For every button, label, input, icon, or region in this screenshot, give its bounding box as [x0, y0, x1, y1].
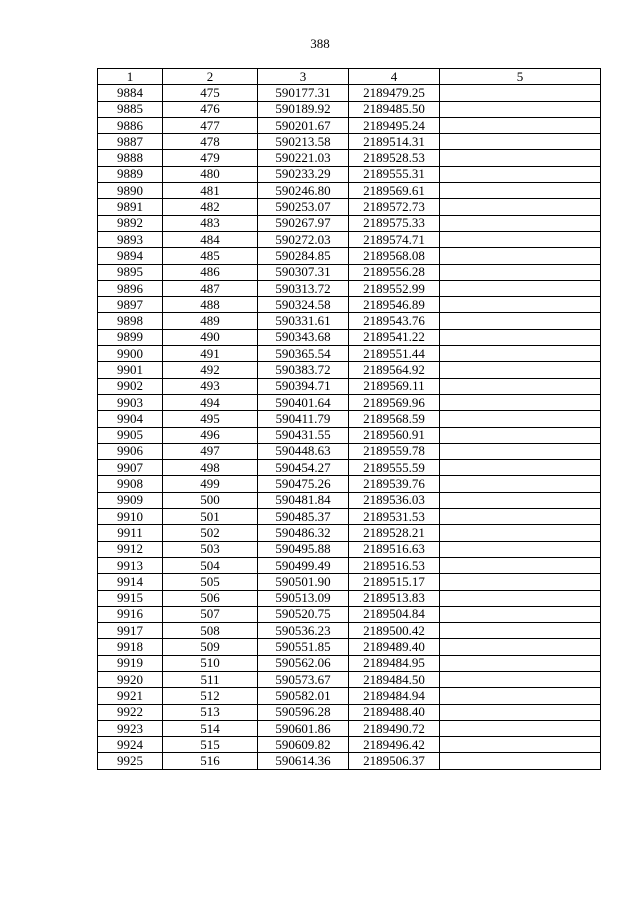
- table-row: [98, 248, 601, 264]
- table-cell-col-4: 2189556.28: [349, 264, 440, 280]
- coordinates-table: [97, 68, 601, 770]
- table-cell-col-3: 590573.67: [258, 671, 349, 687]
- table-cell-col-4: 2189479.25: [349, 85, 440, 101]
- table-cell-col-4: 2189572.73: [349, 199, 440, 215]
- table-cell-col-4: 2189516.53: [349, 557, 440, 573]
- table-cell-col-1: 9906: [98, 443, 163, 459]
- table-cell-col-5: [440, 525, 601, 541]
- table-cell-col-2: 487: [163, 280, 258, 296]
- table-cell-col-1: 9923: [98, 720, 163, 736]
- table-cell-col-3: 590513.09: [258, 590, 349, 606]
- table-cell-col-4: 2189569.11: [349, 378, 440, 394]
- table-row: [98, 427, 601, 443]
- table-cell-col-2: 506: [163, 590, 258, 606]
- table-cell-col-2: 503: [163, 541, 258, 557]
- table-cell-col-3: 590331.61: [258, 313, 349, 329]
- table-cell-col-1: 9885: [98, 101, 163, 117]
- table-cell-col-1: 9891: [98, 199, 163, 215]
- table-cell-col-3: 590454.27: [258, 460, 349, 476]
- table-cell-col-1: 9903: [98, 394, 163, 410]
- table-cell-col-3: 590324.58: [258, 297, 349, 313]
- table-cell-col-4: 2189528.21: [349, 525, 440, 541]
- table-cell-col-2: 476: [163, 101, 258, 117]
- table-cell-col-4: 2189485.50: [349, 101, 440, 117]
- table-cell-col-5: [440, 509, 601, 525]
- table-cell-col-5: [440, 215, 601, 231]
- table-cell-col-2: 511: [163, 671, 258, 687]
- table-cell-col-1: 9887: [98, 134, 163, 150]
- table-cell-col-4: 2189495.24: [349, 117, 440, 133]
- table-cell-col-5: [440, 541, 601, 557]
- table-cell-col-5: [440, 134, 601, 150]
- table-cell-col-5: [440, 280, 601, 296]
- page-number: 388: [310, 36, 330, 51]
- table-cell-col-4: 2189574.71: [349, 231, 440, 247]
- table-cell-col-1: 9907: [98, 460, 163, 476]
- table-cell-col-2: 490: [163, 329, 258, 345]
- table-cell-col-5: [440, 248, 601, 264]
- table-cell-col-1: 9896: [98, 280, 163, 296]
- table-cell-col-5: [440, 443, 601, 459]
- table-cell-col-1: 9898: [98, 313, 163, 329]
- table-row: [98, 411, 601, 427]
- table-cell-col-1: 9915: [98, 590, 163, 606]
- table-row: [98, 688, 601, 704]
- column-header-2: 2: [163, 69, 258, 85]
- table-cell-col-4: 2189575.33: [349, 215, 440, 231]
- table-cell-col-2: 502: [163, 525, 258, 541]
- table-cell-col-3: 590177.31: [258, 85, 349, 101]
- table-cell-col-1: 9886: [98, 117, 163, 133]
- table-row: [98, 166, 601, 182]
- table-cell-col-5: [440, 101, 601, 117]
- table-cell-col-5: [440, 411, 601, 427]
- table-cell-col-1: 9884: [98, 85, 163, 101]
- table-cell-col-4: 2189484.94: [349, 688, 440, 704]
- table-cell-col-3: 590495.88: [258, 541, 349, 557]
- table-cell-col-3: 590475.26: [258, 476, 349, 492]
- table-cell-col-1: 9912: [98, 541, 163, 557]
- table-cell-col-1: 9892: [98, 215, 163, 231]
- table-cell-col-5: [440, 313, 601, 329]
- table-cell-col-3: 590201.67: [258, 117, 349, 133]
- table-cell-col-5: [440, 492, 601, 508]
- table-cell-col-2: 508: [163, 623, 258, 639]
- table-row: [98, 134, 601, 150]
- table-cell-col-5: [440, 231, 601, 247]
- table-cell-col-4: 2189528.53: [349, 150, 440, 166]
- column-header-1: 1: [98, 69, 163, 85]
- table-cell-col-5: [440, 394, 601, 410]
- table-row: [98, 753, 601, 769]
- table-cell-col-5: [440, 590, 601, 606]
- table-cell-col-3: 590383.72: [258, 362, 349, 378]
- table-header: [98, 69, 601, 85]
- table-cell-col-2: 485: [163, 248, 258, 264]
- table-row: [98, 443, 601, 459]
- table-cell-col-2: 510: [163, 655, 258, 671]
- table-cell-col-1: 9895: [98, 264, 163, 280]
- table-cell-col-2: 495: [163, 411, 258, 427]
- table-cell-col-4: 2189543.76: [349, 313, 440, 329]
- header-row: [98, 69, 601, 85]
- table-cell-col-1: 9908: [98, 476, 163, 492]
- table-cell-col-2: 488: [163, 297, 258, 313]
- table-cell-col-5: [440, 166, 601, 182]
- table-cell-col-5: [440, 557, 601, 573]
- table-cell-col-3: 590411.79: [258, 411, 349, 427]
- table-cell-col-2: 475: [163, 85, 258, 101]
- table-cell-col-4: 2189539.76: [349, 476, 440, 492]
- table-cell-col-3: 590486.32: [258, 525, 349, 541]
- table-row: [98, 280, 601, 296]
- table-row: [98, 297, 601, 313]
- table-cell-col-4: 2189484.95: [349, 655, 440, 671]
- table-cell-col-2: 489: [163, 313, 258, 329]
- table-row: [98, 329, 601, 345]
- table-cell-col-1: 9889: [98, 166, 163, 182]
- table-cell-col-2: 500: [163, 492, 258, 508]
- table-cell-col-4: 2189531.53: [349, 509, 440, 525]
- table-cell-col-4: 2189569.61: [349, 183, 440, 199]
- table-cell-col-1: 9909: [98, 492, 163, 508]
- table-cell-col-1: 9904: [98, 411, 163, 427]
- table-cell-col-4: 2189514.31: [349, 134, 440, 150]
- table-cell-col-5: [440, 476, 601, 492]
- table-row: [98, 574, 601, 590]
- table-cell-col-2: 479: [163, 150, 258, 166]
- table-row: [98, 394, 601, 410]
- table-row: [98, 460, 601, 476]
- table-cell-col-3: 590307.31: [258, 264, 349, 280]
- table-cell-col-2: 478: [163, 134, 258, 150]
- table-cell-col-5: [440, 150, 601, 166]
- table-cell-col-2: 515: [163, 737, 258, 753]
- table-cell-col-2: 504: [163, 557, 258, 573]
- table-cell-col-4: 2189500.42: [349, 623, 440, 639]
- table-cell-col-4: 2189516.63: [349, 541, 440, 557]
- table-row: [98, 313, 601, 329]
- table-cell-col-3: 590253.07: [258, 199, 349, 215]
- table-cell-col-2: 496: [163, 427, 258, 443]
- table-cell-col-3: 590596.28: [258, 704, 349, 720]
- table-row: [98, 541, 601, 557]
- table-cell-col-5: [440, 183, 601, 199]
- table-cell-col-5: [440, 346, 601, 362]
- table-cell-col-4: 2189536.03: [349, 492, 440, 508]
- table-cell-col-3: 590394.71: [258, 378, 349, 394]
- table-row: [98, 509, 601, 525]
- table-cell-col-1: 9900: [98, 346, 163, 362]
- table-row: [98, 590, 601, 606]
- table-cell-col-4: 2189488.40: [349, 704, 440, 720]
- table-row: [98, 476, 601, 492]
- table-cell-col-2: 505: [163, 574, 258, 590]
- table-row: [98, 623, 601, 639]
- table-cell-col-5: [440, 753, 601, 769]
- table-cell-col-4: 2189541.22: [349, 329, 440, 345]
- table-cell-col-1: 9911: [98, 525, 163, 541]
- table-cell-col-5: [440, 671, 601, 687]
- table-cell-col-3: 590499.49: [258, 557, 349, 573]
- table-cell-col-1: 9897: [98, 297, 163, 313]
- table-cell-col-3: 590448.63: [258, 443, 349, 459]
- table-row: [98, 362, 601, 378]
- table-cell-col-3: 590562.06: [258, 655, 349, 671]
- table-cell-col-1: 9894: [98, 248, 163, 264]
- table-cell-col-4: 2189546.89: [349, 297, 440, 313]
- table-cell-col-4: 2189560.91: [349, 427, 440, 443]
- table-row: [98, 101, 601, 117]
- table-cell-col-2: 493: [163, 378, 258, 394]
- table-cell-col-1: 9920: [98, 671, 163, 687]
- table-cell-col-4: 2189490.72: [349, 720, 440, 736]
- table-row: [98, 720, 601, 736]
- table-cell-col-1: 9913: [98, 557, 163, 573]
- table-cell-col-4: 2189551.44: [349, 346, 440, 362]
- table-cell-col-2: 484: [163, 231, 258, 247]
- table-row: [98, 183, 601, 199]
- table-cell-col-1: 9910: [98, 509, 163, 525]
- table-cell-col-4: 2189568.08: [349, 248, 440, 264]
- table-cell-col-3: 590267.97: [258, 215, 349, 231]
- table-cell-col-3: 590213.58: [258, 134, 349, 150]
- table-row: [98, 671, 601, 687]
- table-cell-col-5: [440, 720, 601, 736]
- table-cell-col-3: 590481.84: [258, 492, 349, 508]
- table-cell-col-2: 509: [163, 639, 258, 655]
- table-cell-col-3: 590551.85: [258, 639, 349, 655]
- table-row: [98, 557, 601, 573]
- table-cell-col-3: 590431.55: [258, 427, 349, 443]
- table-cell-col-1: 9919: [98, 655, 163, 671]
- table-cell-col-3: 590401.64: [258, 394, 349, 410]
- column-header-5: 5: [440, 69, 601, 85]
- table-cell-col-4: 2189555.31: [349, 166, 440, 182]
- table-cell-col-3: 590221.03: [258, 150, 349, 166]
- table-cell-col-3: 590343.68: [258, 329, 349, 345]
- table-cell-col-2: 482: [163, 199, 258, 215]
- table-cell-col-2: 477: [163, 117, 258, 133]
- table-cell-col-1: 9921: [98, 688, 163, 704]
- table-cell-col-4: 2189513.83: [349, 590, 440, 606]
- table-row: [98, 215, 601, 231]
- table-cell-col-4: 2189489.40: [349, 639, 440, 655]
- table-cell-col-3: 590601.86: [258, 720, 349, 736]
- table-cell-col-1: 9924: [98, 737, 163, 753]
- table-cell-col-5: [440, 378, 601, 394]
- table-cell-col-3: 590582.01: [258, 688, 349, 704]
- table-cell-col-1: 9922: [98, 704, 163, 720]
- table-cell-col-4: 2189555.59: [349, 460, 440, 476]
- table-cell-col-5: [440, 85, 601, 101]
- table-cell-col-5: [440, 297, 601, 313]
- table-cell-col-1: 9888: [98, 150, 163, 166]
- table-cell-col-2: 494: [163, 394, 258, 410]
- column-header-4: 4: [349, 69, 440, 85]
- table-cell-col-4: 2189568.59: [349, 411, 440, 427]
- table-cell-col-4: 2189564.92: [349, 362, 440, 378]
- table-cell-col-3: 590536.23: [258, 623, 349, 639]
- table-cell-col-2: 480: [163, 166, 258, 182]
- table-cell-col-2: 483: [163, 215, 258, 231]
- table-cell-col-5: [440, 737, 601, 753]
- table-row: [98, 639, 601, 655]
- table-cell-col-4: 2189515.17: [349, 574, 440, 590]
- table-cell-col-3: 590365.54: [258, 346, 349, 362]
- table-cell-col-3: 590313.72: [258, 280, 349, 296]
- table-cell-col-3: 590272.03: [258, 231, 349, 247]
- table-cell-col-5: [440, 704, 601, 720]
- table-cell-col-5: [440, 606, 601, 622]
- table-cell-col-1: 9914: [98, 574, 163, 590]
- table-cell-col-5: [440, 574, 601, 590]
- table-row: [98, 492, 601, 508]
- table-cell-col-1: 9916: [98, 606, 163, 622]
- table-cell-col-1: 9899: [98, 329, 163, 345]
- table-cell-col-2: 481: [163, 183, 258, 199]
- table-row: [98, 85, 601, 101]
- table-row: [98, 655, 601, 671]
- table-row: [98, 264, 601, 280]
- table-cell-col-4: 2189559.78: [349, 443, 440, 459]
- table-cell-col-2: 513: [163, 704, 258, 720]
- column-header-3: 3: [258, 69, 349, 85]
- table-cell-col-2: 512: [163, 688, 258, 704]
- table-cell-col-2: 498: [163, 460, 258, 476]
- table-cell-col-3: 590284.85: [258, 248, 349, 264]
- table-cell-col-2: 499: [163, 476, 258, 492]
- table-cell-col-1: 9917: [98, 623, 163, 639]
- table-cell-col-1: 9918: [98, 639, 163, 655]
- table-cell-col-1: 9893: [98, 231, 163, 247]
- table-cell-col-4: 2189504.84: [349, 606, 440, 622]
- table-cell-col-5: [440, 655, 601, 671]
- table-cell-col-5: [440, 639, 601, 655]
- table-row: [98, 150, 601, 166]
- table-row: [98, 117, 601, 133]
- table-cell-col-2: 501: [163, 509, 258, 525]
- table-cell-col-3: 590233.29: [258, 166, 349, 182]
- table-cell-col-5: [440, 329, 601, 345]
- table-cell-col-3: 590246.80: [258, 183, 349, 199]
- table-cell-col-2: 486: [163, 264, 258, 280]
- table-cell-col-1: 9902: [98, 378, 163, 394]
- table-cell-col-1: 9905: [98, 427, 163, 443]
- table-row: [98, 378, 601, 394]
- table-row: [98, 606, 601, 622]
- table-cell-col-4: 2189496.42: [349, 737, 440, 753]
- table-cell-col-3: 590520.75: [258, 606, 349, 622]
- table-cell-col-4: 2189484.50: [349, 671, 440, 687]
- table-row: [98, 737, 601, 753]
- table-row: [98, 199, 601, 215]
- table-cell-col-5: [440, 427, 601, 443]
- table-cell-col-2: 507: [163, 606, 258, 622]
- table-cell-col-3: 590501.90: [258, 574, 349, 590]
- table-cell-col-2: 514: [163, 720, 258, 736]
- table-cell-col-2: 492: [163, 362, 258, 378]
- table-cell-col-4: 2189569.96: [349, 394, 440, 410]
- table-cell-col-1: 9890: [98, 183, 163, 199]
- table-cell-col-5: [440, 362, 601, 378]
- table-cell-col-2: 516: [163, 753, 258, 769]
- table-cell-col-2: 491: [163, 346, 258, 362]
- table-row: [98, 704, 601, 720]
- table-row: [98, 346, 601, 362]
- table-cell-col-1: 9901: [98, 362, 163, 378]
- table-cell-col-5: [440, 623, 601, 639]
- table-cell-col-5: [440, 117, 601, 133]
- table-cell-col-5: [440, 460, 601, 476]
- table-cell-col-3: 590189.92: [258, 101, 349, 117]
- table-cell-col-5: [440, 199, 601, 215]
- table-body: [98, 85, 601, 769]
- table-cell-col-5: [440, 264, 601, 280]
- table-cell-col-4: 2189506.37: [349, 753, 440, 769]
- table-cell-col-3: 590614.36: [258, 753, 349, 769]
- table-row: [98, 231, 601, 247]
- table-cell-col-1: 9925: [98, 753, 163, 769]
- table-cell-col-4: 2189552.99: [349, 280, 440, 296]
- table-cell-col-2: 497: [163, 443, 258, 459]
- table-cell-col-5: [440, 688, 601, 704]
- table-cell-col-3: 590609.82: [258, 737, 349, 753]
- table-cell-col-3: 590485.37: [258, 509, 349, 525]
- table-row: [98, 525, 601, 541]
